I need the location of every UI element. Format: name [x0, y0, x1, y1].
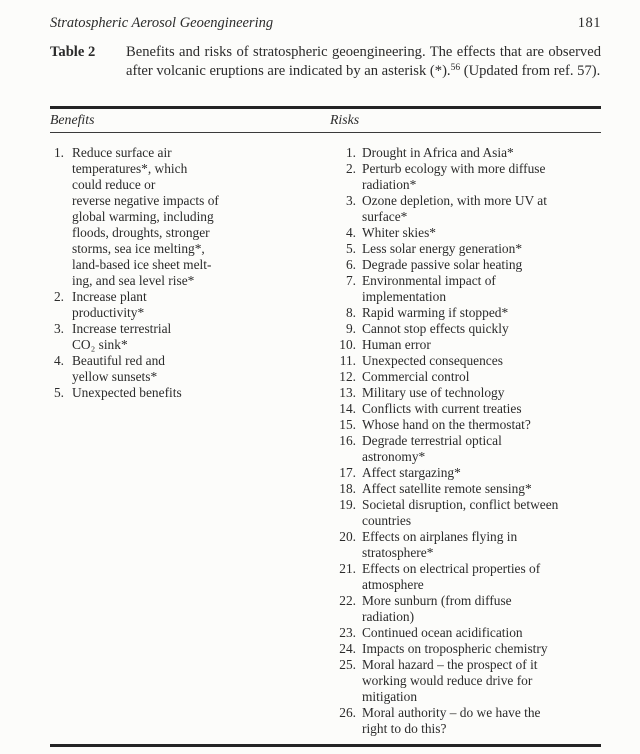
- item-number: 5.: [345, 241, 356, 256]
- item-number: 16.: [339, 433, 356, 448]
- list-item: [330, 353, 601, 369]
- list-item: [330, 305, 601, 321]
- item-text: Unexpected consequences: [362, 353, 503, 368]
- list-item: [50, 353, 322, 385]
- item-number: 26.: [339, 705, 356, 720]
- table-body: [50, 145, 601, 744]
- list-item: [330, 337, 601, 353]
- list-item: [330, 193, 601, 225]
- item-number: 3.: [345, 193, 356, 208]
- item-number: 25.: [339, 657, 356, 672]
- item-number: 10.: [339, 337, 356, 352]
- table-caption-text: Benefits and risks of stratospheric geoengineering. The effects that are observed after volcanic eruptions are indicated by an asterisk (*).: [126, 44, 601, 79]
- item-number: 1.: [345, 145, 356, 160]
- list-item: [330, 225, 601, 241]
- item-text: Environmental impact of implementation: [362, 273, 496, 304]
- list-item: [330, 321, 601, 337]
- item-number: 1.: [53, 145, 64, 160]
- list-item: [330, 161, 601, 193]
- list-item: [330, 529, 601, 561]
- list-item: [330, 241, 601, 257]
- item-number: 8.: [345, 305, 356, 320]
- item-number: 20.: [339, 529, 356, 544]
- item-text: Less solar energy generation*: [362, 241, 523, 256]
- item-number: 3.: [53, 321, 64, 336]
- item-text: Affect stargazing*: [362, 465, 461, 480]
- item-text: Increase terrestrial CO₂ sink*: [72, 321, 172, 352]
- list-item: [330, 257, 601, 273]
- list-item: [330, 401, 601, 417]
- item-text: Perturb ecology with more diffuse radiation*: [362, 161, 546, 192]
- list-item: [330, 465, 601, 481]
- item-text: More sunburn (from diffuse radiation): [362, 593, 512, 624]
- list-item: [330, 385, 601, 401]
- item-number: 11.: [339, 353, 356, 368]
- item-number: 4.: [345, 225, 356, 240]
- item-text: Reduce surface air temperatures*, which could reduce or reverse negative impacts of global warming, including floods, droughts, stronger storms, sea ice melting*, land-based ice sheet melt- ing, and sea level rise*: [72, 145, 219, 288]
- page-content: [50, 0, 601, 754]
- running-head-title: Stratospheric Aerosol Geoengineering: [50, 15, 274, 31]
- item-text: Whiter skies*: [362, 225, 437, 240]
- item-text: Rapid warming if stopped*: [362, 305, 509, 320]
- item-number: 14.: [339, 401, 356, 416]
- item-text: Continued ocean acidification: [362, 625, 523, 640]
- list-item: [330, 561, 601, 593]
- item-text: Effects on electrical properties of atmosphere: [362, 561, 541, 592]
- item-number: 9.: [345, 321, 356, 336]
- item-text: Unexpected benefits: [72, 385, 182, 400]
- list-item: [330, 433, 601, 465]
- item-number: 15.: [339, 417, 356, 432]
- item-number: 13.: [339, 385, 356, 400]
- item-text: Societal disruption, conflict between countries: [362, 497, 559, 528]
- item-number: 23.: [339, 625, 356, 640]
- item-number: 2.: [345, 161, 356, 176]
- list-item: [50, 289, 322, 321]
- item-text: Ozone depletion, with more UV at surface*: [362, 193, 547, 224]
- table-caption: [50, 43, 601, 81]
- item-text: Effects on airplanes flying in stratosphere*: [362, 529, 518, 560]
- risks-list: [330, 145, 601, 737]
- caption-footnote-ref: 56: [450, 63, 461, 73]
- item-number: 19.: [339, 497, 356, 512]
- item-number: 21.: [339, 561, 356, 576]
- item-number: 5.: [53, 385, 64, 400]
- item-number: 12.: [339, 369, 356, 384]
- list-item: [50, 385, 322, 401]
- list-item: [330, 625, 601, 641]
- item-text: Cannot stop effects quickly: [362, 321, 509, 336]
- item-text: Drought in Africa and Asia*: [362, 145, 514, 160]
- table-bottom-rule: [50, 744, 601, 747]
- list-item: [330, 417, 601, 433]
- item-text: Degrade terrestrial optical astronomy*: [362, 433, 502, 464]
- list-item: [330, 481, 601, 497]
- benefits-list: [50, 145, 322, 401]
- list-item: [330, 593, 601, 625]
- table-caption-text-end: (Updated from ref. 57).: [460, 63, 601, 79]
- list-item: [330, 705, 601, 737]
- item-text: Moral authority – do we have the right to do this?: [362, 705, 541, 736]
- list-item: [330, 641, 601, 657]
- item-text: Moral hazard – the prospect of it working would reduce drive for mitigation: [362, 657, 538, 704]
- item-text: Impacts on tropospheric chemistry: [362, 641, 548, 656]
- list-item: [50, 321, 322, 353]
- table-caption-label: Table 2: [50, 44, 96, 60]
- item-text: Military use of technology: [362, 385, 505, 400]
- item-text: Human error: [362, 337, 431, 352]
- list-item: [50, 145, 322, 289]
- page-number: 181: [577, 15, 601, 31]
- list-item: [330, 145, 601, 161]
- item-number: 7.: [345, 273, 356, 288]
- item-number: 2.: [53, 289, 64, 304]
- table-column-headers: [50, 112, 601, 132]
- item-number: 18.: [339, 481, 356, 496]
- item-text: Conflicts with current treaties: [362, 401, 522, 416]
- item-number: 6.: [345, 257, 356, 272]
- table-header-rule: [50, 132, 601, 133]
- benefits-column-header: Benefits: [50, 112, 95, 127]
- item-text: Commercial control: [362, 369, 470, 384]
- item-number: 24.: [339, 641, 356, 656]
- item-text: Whose hand on the thermostat?: [362, 417, 531, 432]
- item-text: Affect satellite remote sensing*: [362, 481, 532, 496]
- running-head: [50, 14, 601, 32]
- list-item: [330, 369, 601, 385]
- item-text: Degrade passive solar heating: [362, 257, 523, 272]
- item-text: Beautiful red and yellow sunsets*: [72, 353, 165, 384]
- list-item: [330, 497, 601, 529]
- item-number: 4.: [53, 353, 64, 368]
- item-number: 22.: [339, 593, 356, 608]
- risks-column-header: Risks: [330, 112, 360, 127]
- item-number: 17.: [339, 465, 356, 480]
- table-top-rule: [50, 106, 601, 109]
- item-text: Increase plant productivity*: [72, 289, 147, 320]
- list-item: [330, 657, 601, 705]
- list-item: [330, 273, 601, 305]
